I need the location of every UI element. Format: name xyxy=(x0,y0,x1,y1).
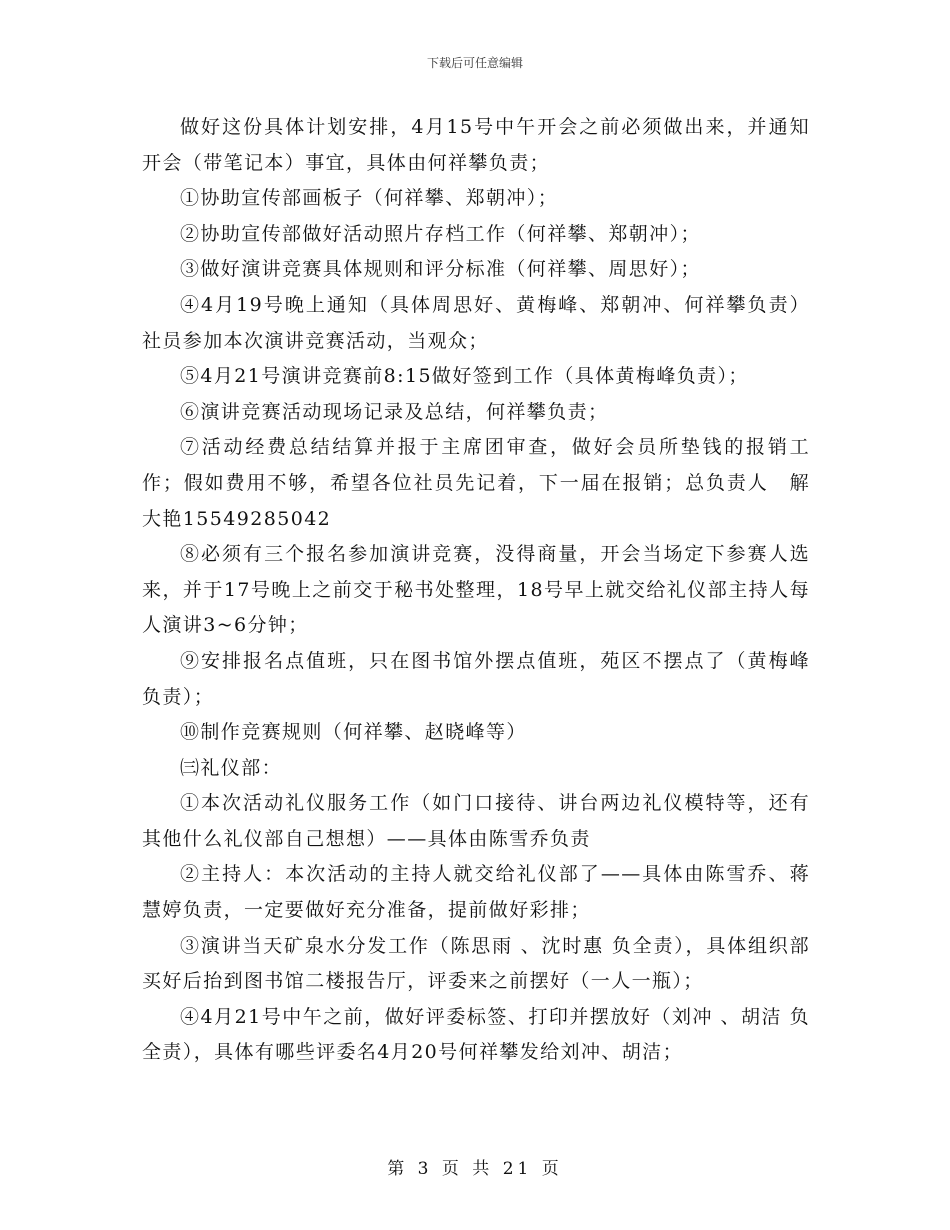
list-item: ①协助宣传部画板子（何祥攀、郑朝冲）； xyxy=(180,187,559,210)
list-item: ⑧必须有三个报名参加演讲竞赛，没得商量，开会当场定下参赛人选来，并于17号晚上之前交于秘书处整理，18号早上就交给礼仪部主持人每人演讲3~6分钟； xyxy=(142,543,810,637)
footer-suffix: 页 xyxy=(541,1159,563,1179)
document-body xyxy=(142,110,810,1071)
list-item: ⑦活动经费总结结算并报于主席团审查，做好会员所垫钱的报销工作；假如费用不够，希望各位社员先记着，下一届在报销；总负责人 解大艳15549285042 xyxy=(142,436,810,530)
list-item: ②协助宣传部做好活动照片存档工作（何祥攀、郑朝冲）； xyxy=(180,222,701,245)
footer-prefix: 第 xyxy=(387,1159,409,1179)
list-item: ②主持人：本次活动的主持人就交给礼仪部了——具体由陈雪乔、蒋慧婷负责，一定要做好充分准备，提前做好彩排； xyxy=(142,863,810,922)
page-footer xyxy=(0,1154,950,1179)
footer-middle: 页 共 xyxy=(441,1159,494,1179)
list-item: ④4月21号中午之前，做好评委标签、打印并摆放好（刘冲 、胡洁 负全责），具体有哪些评委名4月20号何祥攀发给刘冲、胡洁； xyxy=(142,1005,810,1064)
list-item: ⑤4月21号演讲竞赛前8:15做好签到工作（具体黄梅峰负责）； xyxy=(180,365,749,388)
section-heading: ㈢礼仪部： xyxy=(180,756,283,779)
list-item: ⑥演讲竞赛活动现场记录及总结，何祥攀负责； xyxy=(180,400,609,423)
list-item: ⑩制作竞赛规则（何祥攀、赵晓峰等） xyxy=(180,721,527,744)
list-item: ③做好演讲竞赛具体规则和评分标准（何祥攀、周思好）； xyxy=(180,258,701,281)
list-item: ④4月19号晚上通知（具体周思好、黄梅峰、郑朝冲、何祥攀负责）社员参加本次演讲竞赛活动，当观众； xyxy=(142,293,810,352)
list-item: ⑨安排报名点值班，只在图书馆外摆点值班，苑区不摆点了（黄梅峰负责）； xyxy=(142,649,810,708)
list-item: ①本次活动礼仪服务工作（如门口接待、讲台两边礼仪模特等，还有其他什么礼仪部自己想想）——具体由陈雪乔负责 xyxy=(142,792,810,850)
paragraph: 做好这份具体计划安排，4月15号中午开会之前必须做出来，并通知开会（带笔记本）事宜，具体由何祥攀负责； xyxy=(142,116,810,174)
current-page-number: 3 xyxy=(417,1159,433,1179)
total-page-count: 21 xyxy=(502,1159,533,1179)
page-header: 下载后可任意编辑 xyxy=(426,56,523,70)
list-item: ③演讲当天矿泉水分发工作（陈思雨 、沈时惠 负全责），具体组织部买好后抬到图书馆二楼报告厅，评委来之前摆好（一人一瓶）； xyxy=(142,934,810,993)
